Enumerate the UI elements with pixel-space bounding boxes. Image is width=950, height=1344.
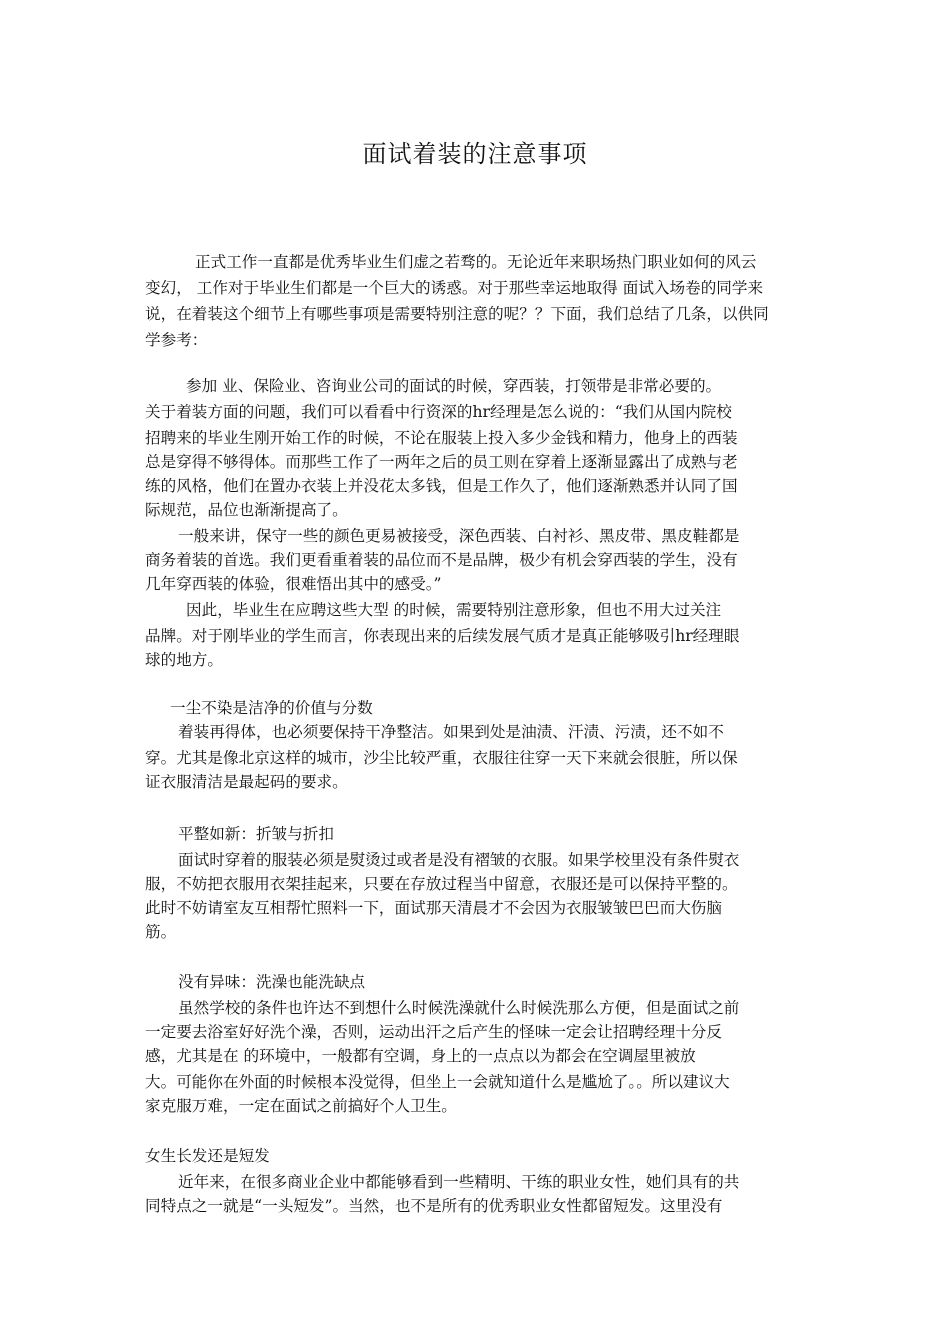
paragraph-line: 商务着装的首选。我们更看重着装的品位而不是品牌，极少有机会穿西装的学生，没有 — [145, 551, 738, 569]
paragraph-line: 参加 业、保险业、咨询业公司的面试的时候，穿西装，打领带是非常必要的。 — [186, 377, 722, 395]
paragraph-line: 虽然学校的条件也许达不到想什么时候洗澡就什么时候洗那么方便，但是面试之前 — [178, 999, 740, 1017]
section-heading: 没有异味：洗澡也能洗缺点 — [178, 973, 366, 991]
paragraph-line: 总是穿得不够得体。而那些工作了一两年之后的员工则在穿着上逐渐显露出了成熟与老 — [145, 453, 738, 471]
paragraph-line: 穿。尤其是像北京这样的城市，沙尘比较严重，衣服往往穿一天下来就会很脏，所以保 — [145, 749, 738, 767]
paragraph-line: 证衣服清洁是最起码的要求。 — [145, 773, 348, 791]
paragraph-line: 学参考： — [145, 331, 208, 349]
paragraph-line: 面试时穿着的服装必须是熨烫过或者是没有褶皱的衣服。如果学校里没有条件熨衣 — [178, 851, 740, 869]
paragraph-line: 说，在着装这个细节上有哪些事项是需要特别注意的呢？？下面，我们总结了几条，以供同 — [145, 305, 769, 323]
paragraph-line: 家克服万难，一定在面试之前搞好个人卫生。 — [145, 1097, 457, 1115]
paragraph-line: 感，尤其是在 的环境中，一般都有空调，身上的一点点以为都会在空调屋里被放 — [145, 1047, 696, 1065]
paragraph-line: 同特点之一就是“一头短发”。当然，也不是所有的优秀职业女性都留短发。这里没有 — [145, 1197, 723, 1215]
paragraph-line: 大。可能你在外面的时候根本没觉得，但坐上一会就知道什么是尴尬了。。所以建议大 — [145, 1073, 730, 1091]
section-heading: 女生长发还是短发 — [145, 1147, 270, 1165]
page-title: 面试着装的注意事项 — [362, 140, 588, 168]
paragraph-line: 正式工作一直都是优秀毕业生们虚之若骛的。无论近年来职场热门职业如何的风云 — [195, 253, 757, 271]
paragraph-line: 几年穿西装的体验，很难悟出其中的感受。” — [145, 575, 442, 593]
paragraph-line: 筋。 — [145, 923, 177, 941]
paragraph-line: 服，不妨把衣服用衣架挂起来，只要在存放过程当中留意，衣服还是可以保持平整的。 — [145, 875, 738, 893]
paragraph-line: 关于着装方面的问题，我们可以看看中行资深的hr经理是怎么说的：“我们从国内院校 — [145, 403, 732, 421]
paragraph-line: 因此，毕业生在应聘这些大型 的时候，需要特别注意形象，但也不用大过关注 — [186, 601, 722, 619]
section-heading: 平整如新：折皱与折扣 — [178, 825, 334, 843]
paragraph-line: 一般来讲，保守一些的颜色更易被接受，深色西装、白衬衫、黑皮带、黑皮鞋都是 — [178, 527, 740, 545]
paragraph-line: 一定要去浴室好好洗个澡，否则，运动出汗之后产生的怪味一定会让招聘经理十分反 — [145, 1023, 722, 1041]
paragraph-line: 练的风格，他们在置办衣装上并没花太多钱，但是工作久了，他们逐渐熟悉并认同了国 — [145, 477, 738, 495]
paragraph-line: 近年来，在很多商业企业中都能够看到一些精明、干练的职业女性，她们具有的共 — [178, 1173, 740, 1191]
paragraph-line: 变幻， 工作对于毕业生们都是一个巨大的诱惑。对于那些幸运地取得 面试入场卷的同学来 — [145, 279, 764, 297]
section-heading: 一尘不染是洁净的价值与分数 — [170, 699, 373, 717]
paragraph-line: 此时不妨请室友互相帮忙照料一下，面试那天清晨才不会因为衣服皱皱巴巴而大伤脑 — [145, 899, 722, 917]
paragraph-line: 际规范，品位也渐渐提高了。 — [145, 501, 348, 519]
paragraph-line: 品牌。对于刚毕业的学生而言，你表现出来的后续发展气质才是真正能够吸引hr经理眼 — [145, 627, 740, 645]
paragraph-line: 着装再得体，也必须要保持干净整洁。如果到处是油渍、汗渍、污渍，还不如不 — [178, 723, 724, 741]
paragraph-line: 球的地方。 — [145, 651, 223, 669]
paragraph-line: 招聘来的毕业生刚开始工作的时候，不论在服装上投入多少金钱和精力，他身上的西装 — [145, 429, 738, 447]
